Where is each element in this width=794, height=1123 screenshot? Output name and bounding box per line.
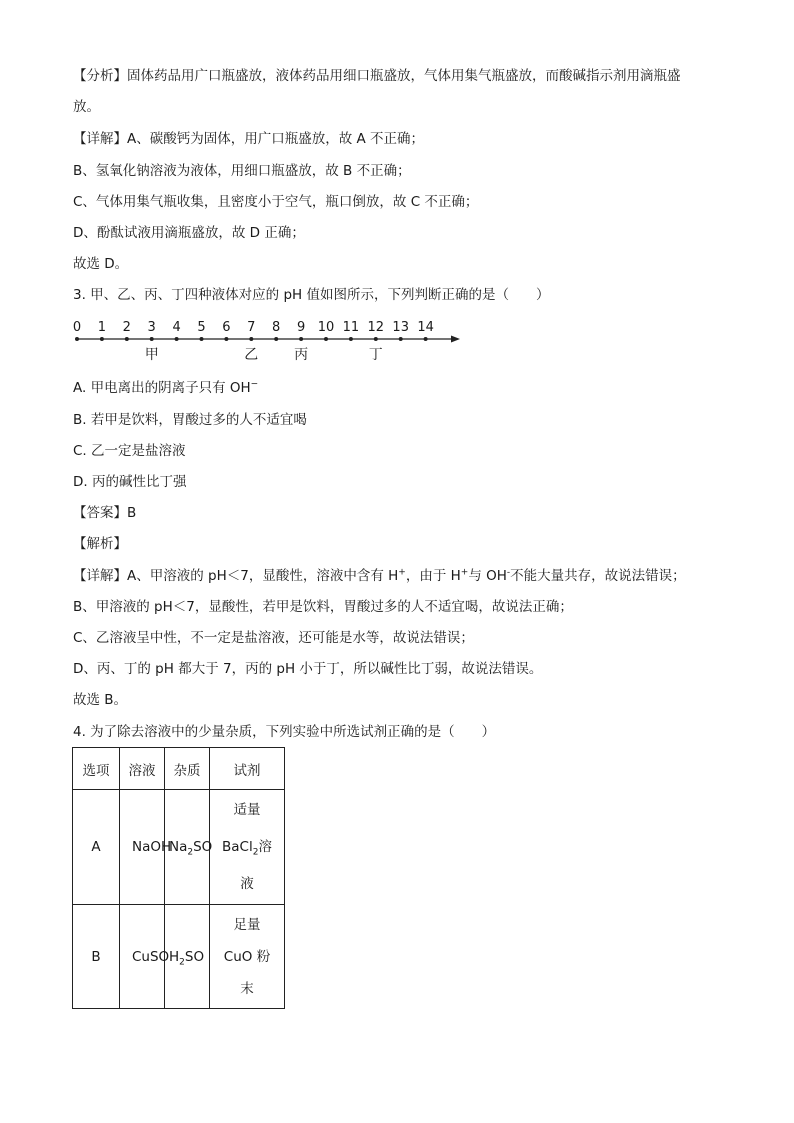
table-row — [73, 905, 285, 1009]
option-d: D. 丙的碱性比丁强 — [73, 474, 187, 490]
tick-label: 10 — [317, 320, 335, 335]
cell-reagent: 适量 BaCl$_2$溶 液 — [210, 790, 285, 905]
options-table — [72, 747, 285, 1009]
question-3: 3. 甲、乙、丙、丁四种液体对应的 pH 值如图所示，下列判断正确的是（ ） — [73, 287, 550, 303]
line-detail-b: B、氢氧化钠溶液为液体，用细口瓶盛放，故 B 不正确； — [73, 163, 411, 179]
axis-arrow-icon — [451, 336, 460, 343]
line-detail-c: C、气体用集气瓶收集，且密度小于空气，瓶口倒放，故 C 不正确； — [73, 194, 479, 210]
header-option: 选项 — [73, 748, 120, 790]
marker-label: 丙 — [294, 347, 309, 363]
tick-label: 0 — [72, 320, 82, 335]
cell-solution: NaOH — [120, 790, 165, 905]
option-b: B. 若甲是饮料，胃酸过多的人不适宜喝 — [73, 412, 307, 428]
line-detail-d: D、酚酞试液用滴瓶盛放，故 D 正确； — [73, 225, 305, 241]
tick-label: 11 — [342, 320, 360, 335]
cell-option: B — [73, 905, 120, 1009]
detail-line-3: C、乙溶液呈中性，不一定是盐溶液，还可能是水等，故说法错误； — [73, 630, 474, 646]
header-solution: 溶液 — [120, 748, 165, 790]
cell-reagent: 足量 CuO 粉 末 — [210, 905, 285, 1009]
tick-label: 6 — [222, 320, 231, 335]
tick-label: 13 — [392, 320, 409, 335]
marker-label: 甲 — [144, 347, 159, 363]
detail-line-2: B、甲溶液的 pH＜7，显酸性，若甲是饮料，胃酸过多的人不适宜喝，故说法正确； — [73, 599, 573, 615]
detail-line-5: 故选 B。 — [73, 692, 128, 708]
table-row — [73, 790, 285, 905]
detail-line-1: 【详解】A、甲溶液的 pH＜7，显酸性，溶液中含有 H+，由于 H+与 OH-不能大量共存，故说法错误； — [73, 567, 686, 584]
tick-label: 7 — [247, 320, 256, 335]
header-reagent: 试剂 — [210, 748, 285, 790]
tick-label: 2 — [122, 320, 131, 335]
tick-label: 1 — [97, 320, 107, 335]
tick-label: 8 — [272, 320, 281, 335]
option-c: C. 乙一定是盐溶液 — [73, 443, 186, 459]
tick-label: 5 — [197, 320, 206, 335]
question-4: 4. 为了除去溶液中的少量杂质，下列实验中所选试剂正确的是（ ） — [73, 724, 496, 740]
cell-solution: CuSO — [120, 905, 165, 1009]
line-analysis-cont: 放。 — [73, 99, 100, 115]
cell-option: A — [73, 790, 120, 905]
tick-label: 9 — [296, 320, 306, 335]
tick-label: 4 — [172, 320, 181, 335]
detail-line-4: D、丙、丁的 pH 都大于 7，丙的 pH 小于丁，所以碱性比丁弱，故说法错误。 — [73, 661, 543, 677]
tick-label: 12 — [367, 320, 385, 335]
ph-number-line — [68, 314, 468, 364]
marker-label: 乙 — [244, 347, 259, 363]
cell-impurity: $Na_2SO$ — [165, 790, 210, 905]
marker-label: 丁 — [368, 347, 383, 363]
line-analysis: 【分析】固体药品用广口瓶盛放，液体药品用细口瓶盛放，气体用集气瓶盛放，而酸碱指示剂用滴瓶盛 — [73, 68, 681, 84]
answer-line: 【答案】B — [73, 505, 137, 521]
tick-label: 3 — [147, 320, 156, 335]
cell-impurity: $H_2SO$ — [165, 905, 210, 1009]
analysis-heading: 【解析】 — [73, 536, 127, 552]
line-detail-a: 【详解】A、碳酸钙为固体，用广口瓶盛放，故 A 不正确； — [73, 131, 425, 147]
line-choice: 故选 D。 — [73, 256, 129, 272]
tick-label: 14 — [417, 320, 434, 335]
table-header-row — [73, 748, 285, 790]
option-a: A. 甲电离出的阴离子只有 OH− — [73, 379, 259, 396]
header-impurity: 杂质 — [165, 748, 210, 790]
